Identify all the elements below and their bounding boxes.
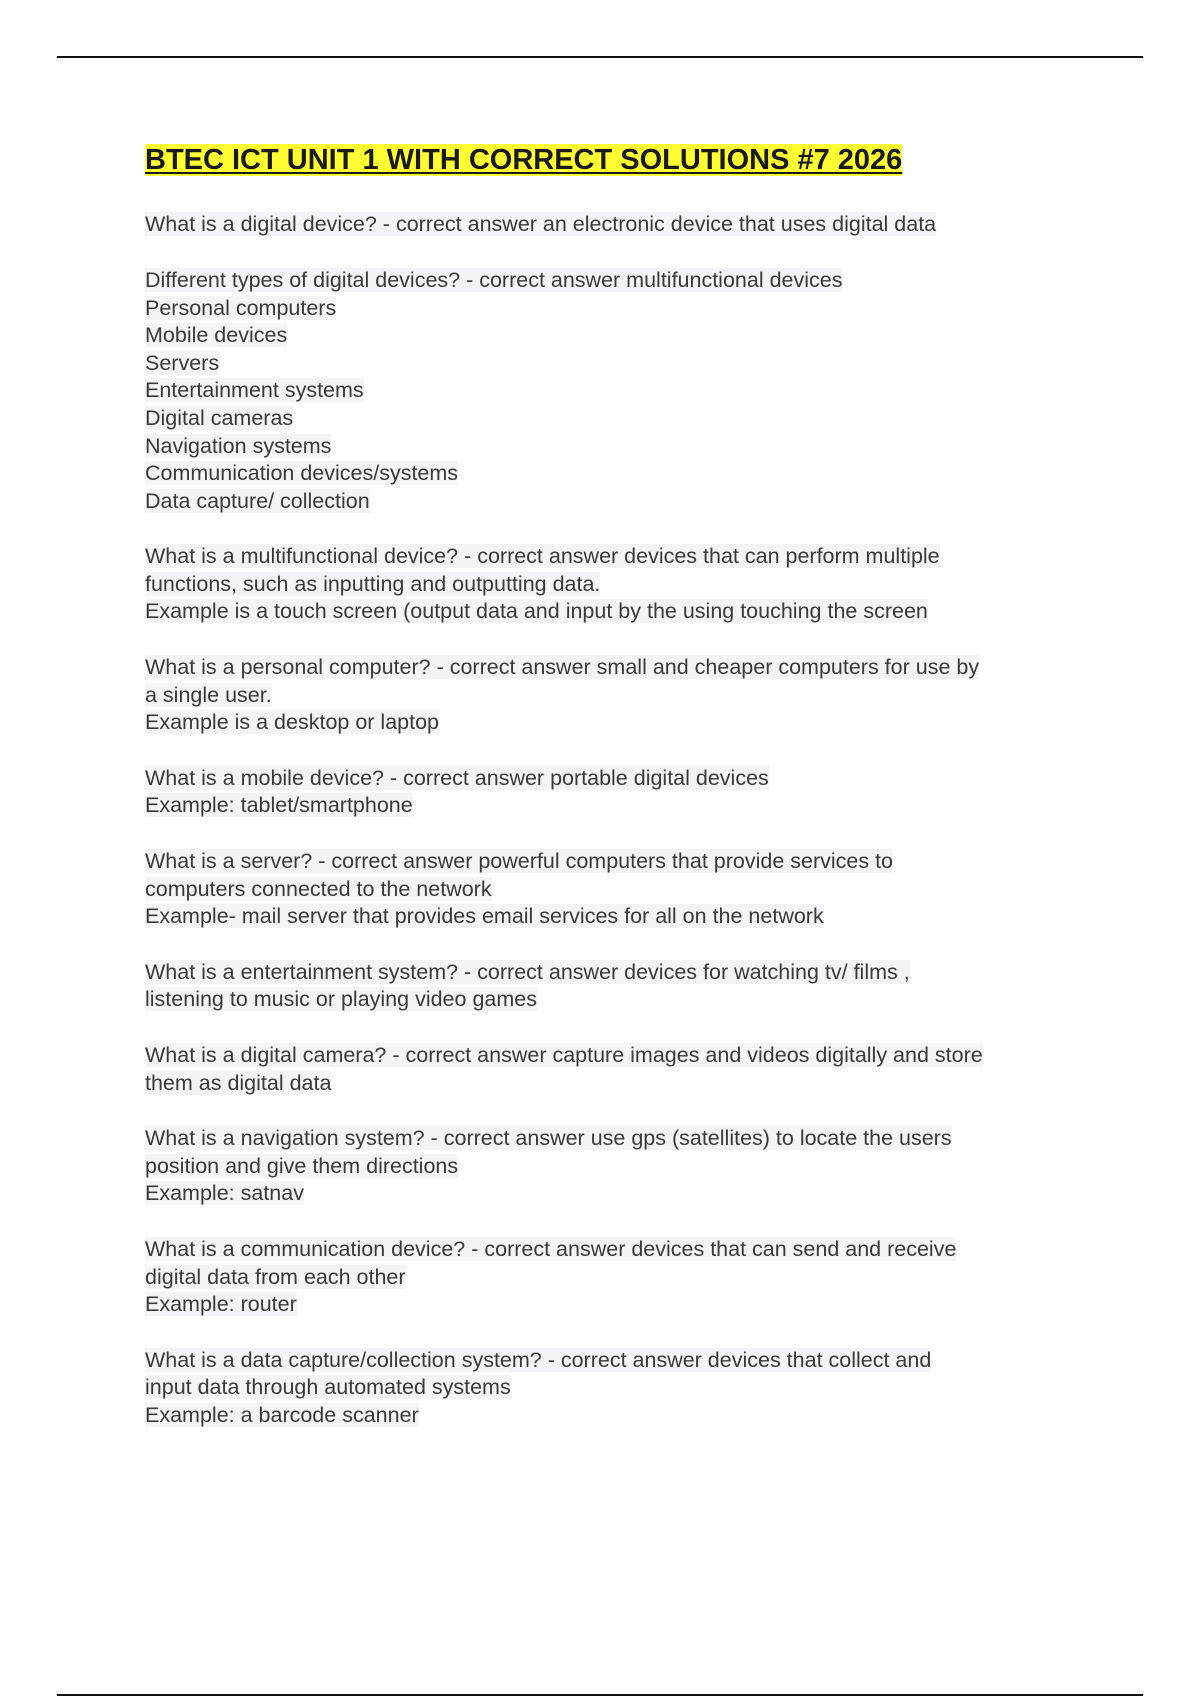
- qa-line-text: Personal computers: [145, 295, 337, 320]
- qa-line: [145, 598, 1105, 626]
- qa-item: [145, 211, 1105, 239]
- qa-line: [145, 1236, 1105, 1264]
- qa-line: [145, 1070, 1105, 1098]
- qa-line-text: Mobile devices: [145, 323, 288, 348]
- qa-line: [145, 377, 1105, 405]
- qa-line: [145, 571, 1105, 599]
- qa-line-text: Different types of digital devices? - correct answer multifunctional devices: [145, 267, 843, 292]
- qa-line-text: Example is a desktop or laptop: [145, 710, 439, 735]
- qa-line: [145, 460, 1105, 488]
- qa-line: [145, 433, 1105, 461]
- qa-line-text: What is a server? - correct answer powerful computers that provide services to: [145, 849, 894, 874]
- qa-line: [145, 709, 1105, 737]
- qa-item: [145, 959, 1105, 1014]
- qa-list: [145, 211, 1105, 1429]
- qa-line-text: Example: tablet/smartphone: [145, 793, 413, 818]
- qa-line: [145, 1180, 1105, 1208]
- qa-line: [145, 682, 1105, 710]
- qa-line-text: What is a data capture/collection system? - correct answer devices that collect and: [145, 1347, 932, 1372]
- qa-line: [145, 1402, 1105, 1430]
- qa-line: [145, 765, 1105, 793]
- qa-line-text: listening to music or playing video games: [145, 987, 537, 1012]
- qa-item: [145, 1125, 1105, 1208]
- qa-item: [145, 1042, 1105, 1097]
- qa-line: [145, 543, 1105, 571]
- qa-line-text: What is a personal computer? - correct answer small and cheaper computers for use by: [145, 655, 980, 680]
- qa-line-text: Data capture/ collection: [145, 488, 370, 513]
- qa-line: [145, 959, 1105, 987]
- qa-line-text: Example: router: [145, 1292, 297, 1317]
- qa-line-text: computers connected to the network: [145, 876, 492, 901]
- qa-line: [145, 654, 1105, 682]
- document-body: [145, 144, 1105, 1458]
- qa-line: [145, 211, 1105, 239]
- qa-line: [145, 792, 1105, 820]
- qa-line: [145, 267, 1105, 295]
- top-divider: [57, 56, 1143, 58]
- qa-line: [145, 1291, 1105, 1319]
- qa-item: [145, 848, 1105, 931]
- qa-line-text: Navigation systems: [145, 433, 332, 458]
- qa-line: [145, 1374, 1105, 1402]
- qa-item: [145, 765, 1105, 820]
- qa-line-text: Entertainment systems: [145, 378, 364, 403]
- qa-line-text: position and give them directions: [145, 1153, 459, 1178]
- qa-line: [145, 295, 1105, 323]
- qa-line-text: them as digital data: [145, 1070, 332, 1095]
- document-title: BTEC ICT UNIT 1 WITH CORRECT SOLUTIONS #7 2026: [145, 144, 903, 176]
- qa-line-text: Communication devices/systems: [145, 461, 459, 486]
- qa-line-text: Example is a touch screen (output data and input by the using touching the screen: [145, 599, 928, 624]
- qa-line-text: What is a multifunctional device? - correct answer devices that can perform multiple: [145, 544, 940, 569]
- qa-item: [145, 543, 1105, 626]
- qa-line-text: What is a digital device? - correct answer an electronic device that uses digital data: [145, 212, 937, 237]
- qa-item: [145, 1347, 1105, 1430]
- qa-line: [145, 322, 1105, 350]
- qa-line-text: Example: a barcode scanner: [145, 1402, 419, 1427]
- qa-line-text: Example: satnav: [145, 1181, 304, 1206]
- qa-line: [145, 1125, 1105, 1153]
- qa-line: [145, 405, 1105, 433]
- qa-line: [145, 876, 1105, 904]
- qa-line: [145, 1347, 1105, 1375]
- qa-line: [145, 1153, 1105, 1181]
- qa-line-text: Digital cameras: [145, 405, 294, 430]
- qa-line-text: digital data from each other: [145, 1264, 406, 1289]
- qa-line: [145, 1264, 1105, 1292]
- qa-line-text: What is a entertainment system? - correct answer devices for watching tv/ films ,: [145, 959, 910, 984]
- qa-line: [145, 1042, 1105, 1070]
- qa-line-text: What is a digital camera? - correct answer capture images and videos digitally and store: [145, 1043, 983, 1067]
- qa-item: [145, 654, 1105, 737]
- qa-line-text: input data through automated systems: [145, 1375, 511, 1400]
- qa-line: [145, 986, 1105, 1014]
- qa-line-text: Servers: [145, 350, 220, 375]
- qa-line: [145, 350, 1105, 378]
- qa-item: [145, 267, 1105, 515]
- bottom-divider: [57, 1694, 1143, 1696]
- qa-item: [145, 1236, 1105, 1319]
- qa-line: [145, 848, 1105, 876]
- qa-line-text: What is a navigation system? - correct answer use gps (satellites) to locate the users: [145, 1126, 952, 1151]
- qa-line: [145, 903, 1105, 931]
- qa-line-text: a single user.: [145, 682, 272, 707]
- qa-line-text: What is a communication device? - correct answer devices that can send and receive: [145, 1236, 957, 1261]
- qa-line-text: functions, such as inputting and outputting data.: [145, 571, 601, 596]
- qa-line: [145, 488, 1105, 516]
- qa-line-text: Example- mail server that provides email services for all on the network: [145, 904, 824, 929]
- qa-line-text: What is a mobile device? - correct answer portable digital devices: [145, 765, 769, 790]
